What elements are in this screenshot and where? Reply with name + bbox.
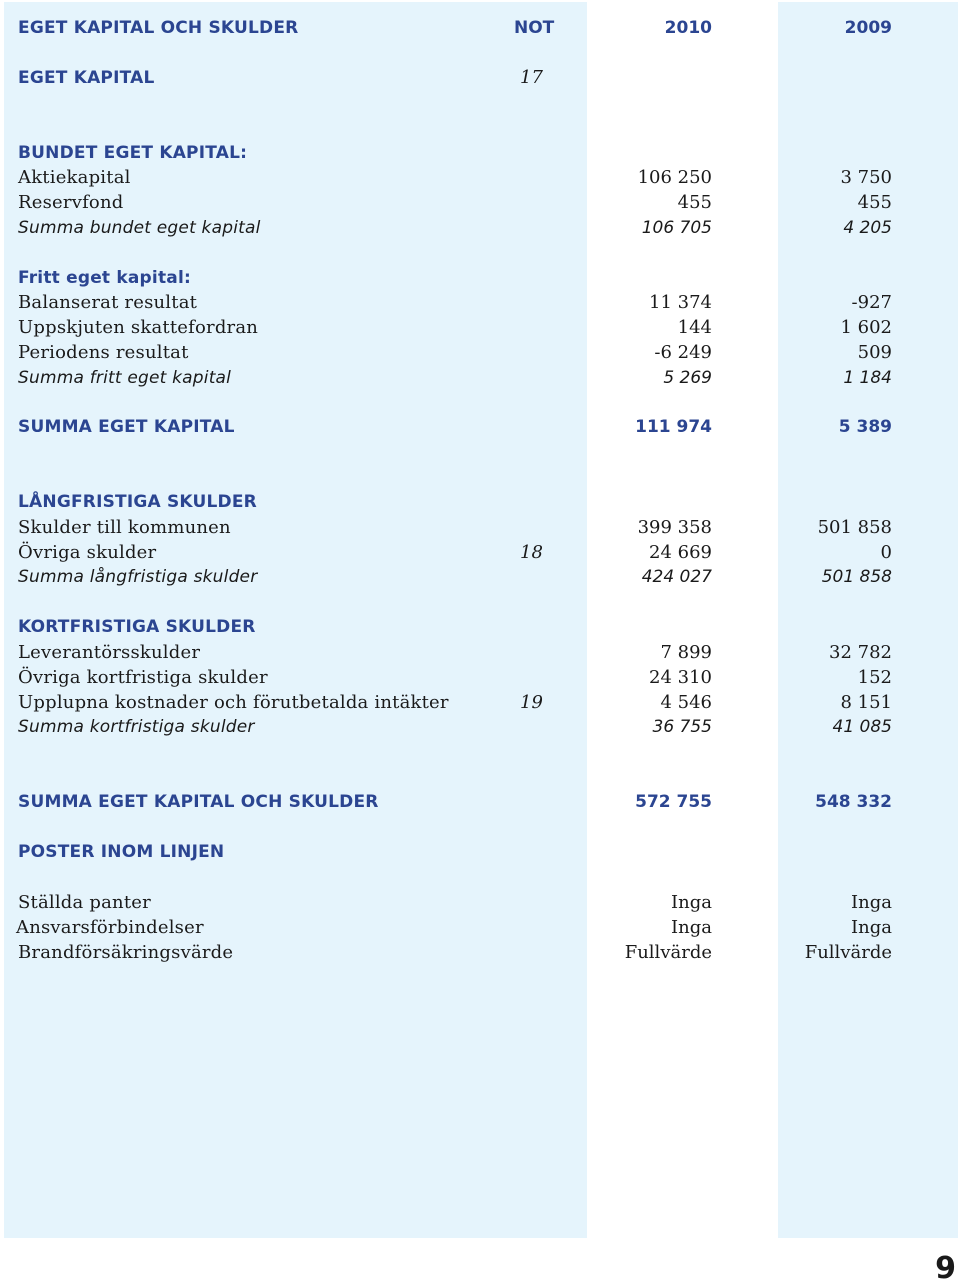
table-header-row <box>0 16 960 40</box>
table-row <box>0 941 960 965</box>
row-label: Leverantörsskulder <box>18 642 201 663</box>
row-value-2009: Inga <box>851 892 892 913</box>
fritt-heading: Fritt eget kapital: <box>18 268 191 288</box>
sum-row <box>0 366 960 390</box>
row-value-2009: Inga <box>851 917 892 938</box>
total-value-2009: 548 332 <box>815 792 892 812</box>
row-value-2010: Fullvärde <box>624 942 712 963</box>
total-value-2010: 111 974 <box>635 417 712 437</box>
sum-value-2010: 106 705 <box>641 218 712 238</box>
row-label: Upplupna kostnader och förutbetalda intäkter <box>18 692 449 713</box>
row-value-2009: 509 <box>857 342 892 363</box>
row-note: 19 <box>520 692 543 713</box>
sum-label: Summa kortfristiga skulder <box>18 717 255 737</box>
table-row <box>0 691 960 715</box>
row-label: Skulder till kommunen <box>18 517 231 538</box>
eget-kapital-heading-row <box>0 66 960 90</box>
header-year-2010: 2010 <box>664 18 712 38</box>
row-label: Aktiekapital <box>18 167 131 188</box>
eget-kapital-note: 17 <box>520 67 543 88</box>
sum-value-2009: 1 184 <box>843 368 892 388</box>
row-value-2009: 0 <box>880 542 892 563</box>
row-value-2009: Fullvärde <box>804 942 892 963</box>
sum-value-2010: 5 269 <box>663 368 712 388</box>
table-row <box>0 541 960 565</box>
total-label: SUMMA EGET KAPITAL <box>18 417 235 437</box>
sum-label: Summa bundet eget kapital <box>18 218 261 238</box>
sum-value-2009: 501 858 <box>821 567 892 587</box>
table-row <box>0 641 960 665</box>
row-label: Uppskjuten skattefordran <box>18 317 259 338</box>
row-label: Reservfond <box>18 192 124 213</box>
row-value-2010: Inga <box>671 917 712 938</box>
header-title: EGET KAPITAL OCH SKULDER <box>18 18 299 38</box>
row-value-2010: 4 546 <box>660 692 712 713</box>
page-number: 9 <box>935 1251 956 1286</box>
row-value-2010: 399 358 <box>637 517 712 538</box>
sum-label: Summa långfristiga skulder <box>18 567 258 587</box>
row-value-2009: -927 <box>851 292 892 313</box>
row-value-2010: Inga <box>671 892 712 913</box>
row-value-2010: -6 249 <box>654 342 712 363</box>
table-row <box>0 341 960 365</box>
poster-heading-row <box>0 840 960 864</box>
row-value-2010: 24 669 <box>649 542 712 563</box>
sum-row <box>0 715 960 739</box>
table-row <box>0 291 960 315</box>
row-label: Periodens resultat <box>18 342 189 363</box>
total-label: SUMMA EGET KAPITAL OCH SKULDER <box>18 792 379 812</box>
header-note: NOT <box>514 18 555 38</box>
row-value-2009: 3 750 <box>840 167 892 188</box>
row-value-2010: 11 374 <box>649 292 712 313</box>
langfristiga-heading: LÅNGFRISTIGA SKULDER <box>18 492 257 512</box>
row-value-2009: 152 <box>857 667 892 688</box>
table-row <box>0 516 960 540</box>
row-label: Övriga skulder <box>18 542 157 563</box>
row-label: Ansvarsförbindelser <box>16 917 204 938</box>
row-label: Balanserat resultat <box>18 292 198 313</box>
total-value-2009: 5 389 <box>838 417 892 437</box>
table-row <box>0 166 960 190</box>
row-value-2009: 8 151 <box>840 692 892 713</box>
table-row <box>0 316 960 340</box>
row-value-2009: 501 858 <box>817 517 892 538</box>
table-row <box>0 891 960 915</box>
kortfristiga-heading-row <box>0 615 960 639</box>
sum-value-2009: 41 085 <box>832 717 892 737</box>
row-value-2010: 144 <box>677 317 712 338</box>
row-value-2010: 7 899 <box>660 642 712 663</box>
table-row <box>0 666 960 690</box>
kortfristiga-heading: KORTFRISTIGA SKULDER <box>18 617 256 637</box>
row-value-2009: 455 <box>857 192 892 213</box>
table-row <box>0 191 960 215</box>
row-value-2010: 24 310 <box>649 667 712 688</box>
eget-kapital-heading: EGET KAPITAL <box>18 68 155 88</box>
row-label: Övriga kortfristiga skulder <box>18 667 268 688</box>
sum-value-2009: 4 205 <box>843 218 892 238</box>
summa-total-row <box>0 790 960 814</box>
row-note: 18 <box>520 542 543 563</box>
row-value-2010: 106 250 <box>637 167 712 188</box>
header-year-2009: 2009 <box>844 18 892 38</box>
langfristiga-heading-row <box>0 490 960 514</box>
summa-eget-kapital-row <box>0 415 960 439</box>
row-value-2010: 455 <box>677 192 712 213</box>
bundet-heading: BUNDET EGET KAPITAL: <box>18 143 248 163</box>
sum-value-2010: 36 755 <box>652 717 712 737</box>
row-label: Brandförsäkringsvärde <box>18 942 234 963</box>
row-label: Ställda panter <box>18 892 151 913</box>
bundet-heading-row <box>0 141 960 165</box>
sum-value-2010: 424 027 <box>641 567 712 587</box>
poster-heading: POSTER INOM LINJEN <box>18 842 225 862</box>
total-value-2010: 572 755 <box>635 792 712 812</box>
sum-label: Summa fritt eget kapital <box>18 368 232 388</box>
sum-row <box>0 216 960 240</box>
sum-row <box>0 565 960 589</box>
row-value-2009: 1 602 <box>840 317 892 338</box>
fritt-heading-row <box>0 266 960 290</box>
row-value-2009: 32 782 <box>829 642 892 663</box>
table-row <box>0 916 960 940</box>
